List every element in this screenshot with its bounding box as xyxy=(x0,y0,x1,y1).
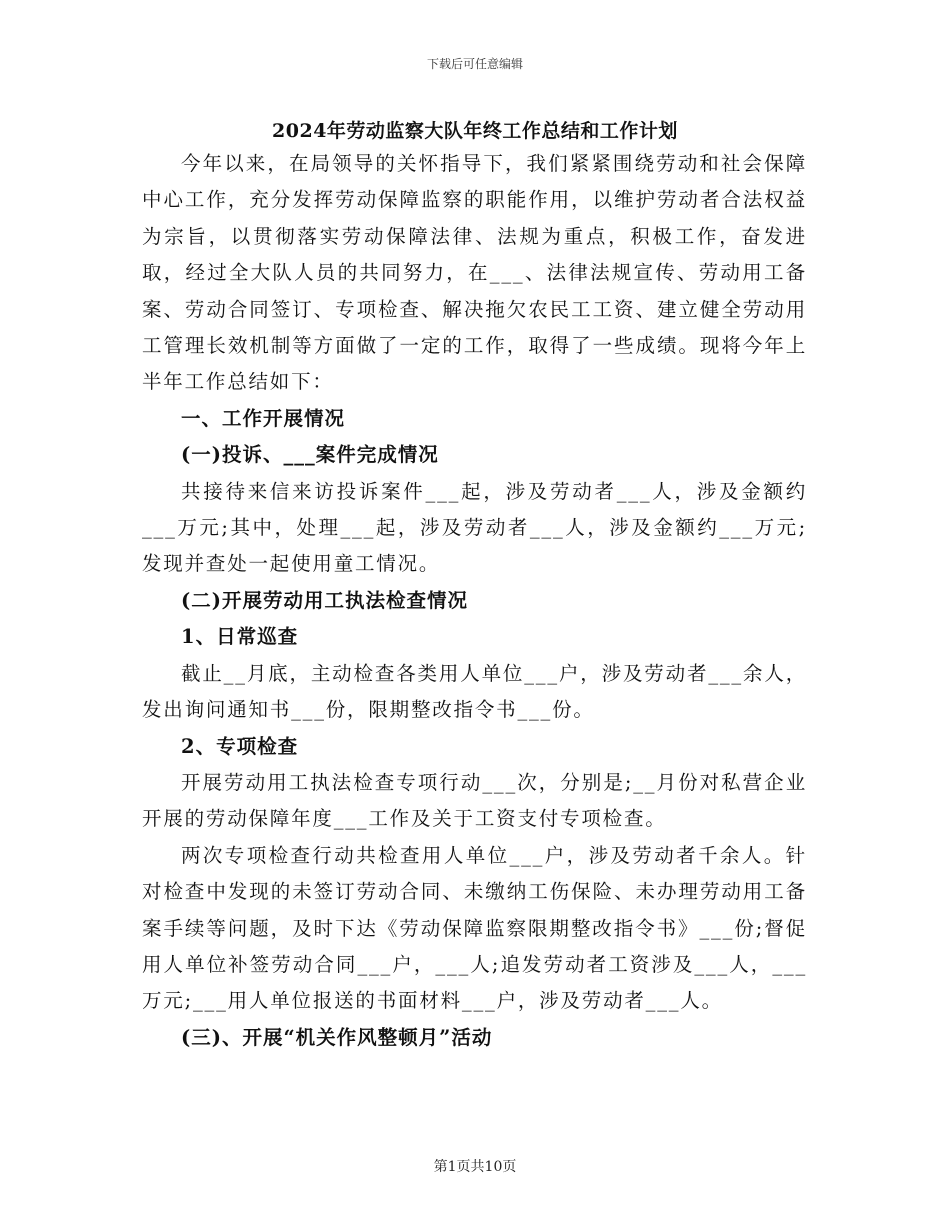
document-title: 2024年劳动监察大队年终工作总结和工作计划 xyxy=(272,120,678,142)
document-body xyxy=(142,146,807,1056)
item-heading-1: 1、日常巡查 xyxy=(181,625,299,649)
item-paragraph-1: 截止__月底，主动检查各类用人单位___户，涉及劳动者___余人，发出询问通知书___份，限期整改指令书___份。 xyxy=(142,661,807,722)
subsection-heading-3: (三)、开展“机关作风整顿月”活动 xyxy=(181,1025,493,1049)
item-heading-2: 2、专项检查 xyxy=(181,734,299,758)
intro-paragraph: 今年以来，在局领导的关怀指导下，我们紧紧围绕劳动和社会保障中心工作，充分发挥劳动保障监察的职能作用，以维护劳动者合法权益为宗旨，以贯彻落实劳动保障法律、法规为重点，积极工作，奋发进取，经过全大队人员的共同努力，在___、法律法规宣传、劳动用工备案、劳动合同签订、专项检查、解决拖欠农民工工资、建立健全劳动用工管理长效机制等方面做了一定的工作，取得了一些成绩。现将今年上半年工作总结如下： xyxy=(142,152,807,394)
page-footer: 第1页共10页 xyxy=(433,1159,517,1175)
subsection-heading-1: (一)投诉、___案件完成情况 xyxy=(181,443,439,467)
item-paragraph-2a: 开展劳动用工执法检查专项行动___次，分别是;__月份对私营企业开展的劳动保障年度___工作及关于工资支付专项检查。 xyxy=(142,770,807,831)
subsection-heading-2: (二)开展劳动用工执法检查情况 xyxy=(181,588,468,612)
subsection-paragraph-1: 共接待来信来访投诉案件___起，涉及劳动者___人，涉及金额约___万元;其中，处理___起，涉及劳动者___人，涉及金额约___万元;发现并查处一起使用童工情况。 xyxy=(142,479,807,576)
item-paragraph-2b: 两次专项检查行动共检查用人单位___户，涉及劳动者千余人。针对检查中发现的未签订劳动合同、未缴纳工伤保险、未办理劳动用工备案手续等问题，及时下达《劳动保障监察限期整改指令书》___份;督促用人单位补签劳动合同___户，___人;追发劳动者工资涉及___人，___万元;___用人单位报送的书面材料___户，涉及劳动者___人。 xyxy=(142,843,807,1013)
header-note: 下载后可任意编辑 xyxy=(426,57,523,71)
section-heading-1: 一、工作开展情况 xyxy=(181,406,346,430)
